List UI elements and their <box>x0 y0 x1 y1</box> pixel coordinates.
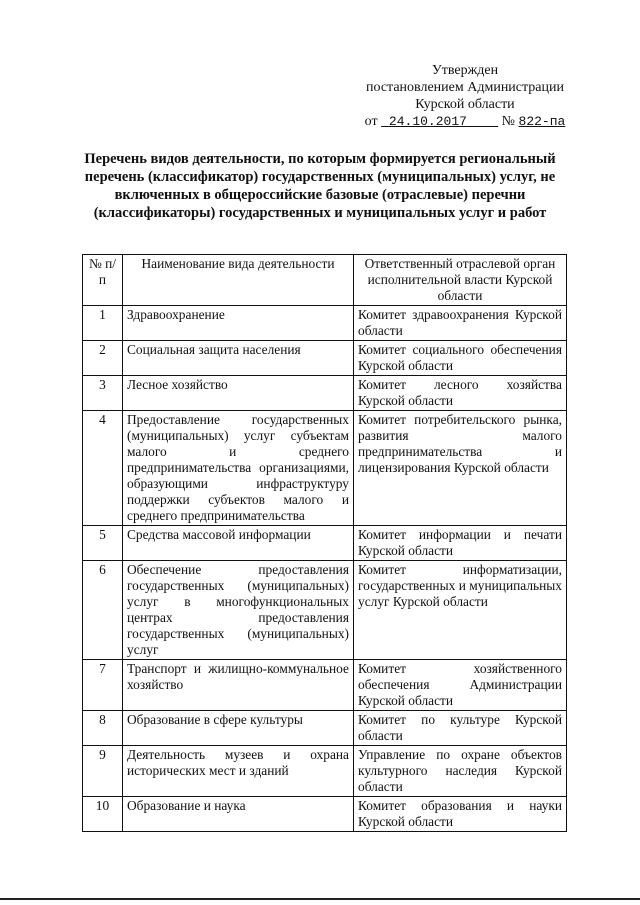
row-number: 1 <box>83 306 123 341</box>
row-authority: Комитет потребительского рынка, развития малого предпринимательства и лицензирования Курской области <box>354 411 567 526</box>
row-activity: Образование в сфере культуры <box>123 711 354 746</box>
table-row <box>83 526 567 561</box>
table-row <box>83 711 567 746</box>
header-activity: Наименование вида деятельности <box>123 255 354 306</box>
page-bottom-rule <box>0 898 640 900</box>
row-activity: Предоставление государственных (муниципальных) услуг субъектам малого и среднего предпринимательства организациями, образующими инфраструктуру поддержки субъектов малого и среднего предпринимательства <box>123 411 354 526</box>
row-authority: Управление по охране объектов культурного наследия Курской области <box>354 746 567 797</box>
table-row <box>83 411 567 526</box>
row-authority: Комитет информации и печати Курской области <box>354 526 567 561</box>
row-activity: Образование и наука <box>123 797 354 832</box>
row-number: 3 <box>83 376 123 411</box>
row-number: 10 <box>83 797 123 832</box>
row-number: 2 <box>83 341 123 376</box>
table-row <box>83 306 567 341</box>
row-activity: Здравоохранение <box>123 306 354 341</box>
row-activity: Лесное хозяйство <box>123 376 354 411</box>
table-row <box>83 561 567 660</box>
row-activity: Транспорт и жилищно-коммунальное хозяйство <box>123 660 354 711</box>
row-authority: Комитет по культуре Курской области <box>354 711 567 746</box>
row-authority: Комитет информатизации, государственных и муниципальных услуг Курской области <box>354 561 567 660</box>
date-prefix: от <box>364 114 378 129</box>
approval-number: 822-па <box>518 114 566 129</box>
header-authority: Ответственный отраслевой орган исполнительной власти Курской области <box>354 255 567 306</box>
row-authority: Комитет образования и науки Курской области <box>354 797 567 832</box>
table-row <box>83 376 567 411</box>
approval-line-3: Курской области <box>415 97 515 112</box>
row-authority: Комитет хозяйственного обеспечения Администрации Курской области <box>354 660 567 711</box>
table-row <box>83 341 567 376</box>
document-title: Перечень видов деятельности, по которым формируется региональный перечень (классификатор) государственных (муниципальных) услуг, не включенных в общероссийские базовые (отраслевые) перечни (классификаторы) государственных и муниципальных услуг и работ <box>84 151 556 221</box>
approval-line-2: постановлением Администрации <box>366 80 564 95</box>
table-header-row <box>83 255 567 306</box>
row-number: 8 <box>83 711 123 746</box>
row-activity: Обеспечение предоставления государственных (муниципальных) услуг в многофункциональных центрах предоставления государственных (муниципальных) услуг <box>123 561 354 660</box>
row-number: 6 <box>83 561 123 660</box>
row-activity: Средства массовой информации <box>123 526 354 561</box>
row-number: 9 <box>83 746 123 797</box>
row-activity: Деятельность музеев и охрана исторических мест и зданий <box>123 746 354 797</box>
row-number: 7 <box>83 660 123 711</box>
row-authority: Комитет здравоохранения Курской области <box>354 306 567 341</box>
row-number: 4 <box>83 411 123 526</box>
header-number: № п/п <box>83 255 123 306</box>
table-row <box>83 797 567 832</box>
row-activity: Социальная защита населения <box>123 341 354 376</box>
row-number: 5 <box>83 526 123 561</box>
row-authority: Комитет лесного хозяйства Курской области <box>354 376 567 411</box>
number-prefix: № <box>501 114 516 129</box>
approval-stamp <box>340 62 590 130</box>
table-row <box>83 660 567 711</box>
row-authority: Комитет социального обеспечения Курской области <box>354 341 567 376</box>
approval-date: 24.10.2017 <box>388 114 467 129</box>
activities-table <box>82 254 567 832</box>
approval-line-1: Утвержден <box>431 63 499 78</box>
table-row <box>83 746 567 797</box>
approval-date-line <box>340 113 590 130</box>
